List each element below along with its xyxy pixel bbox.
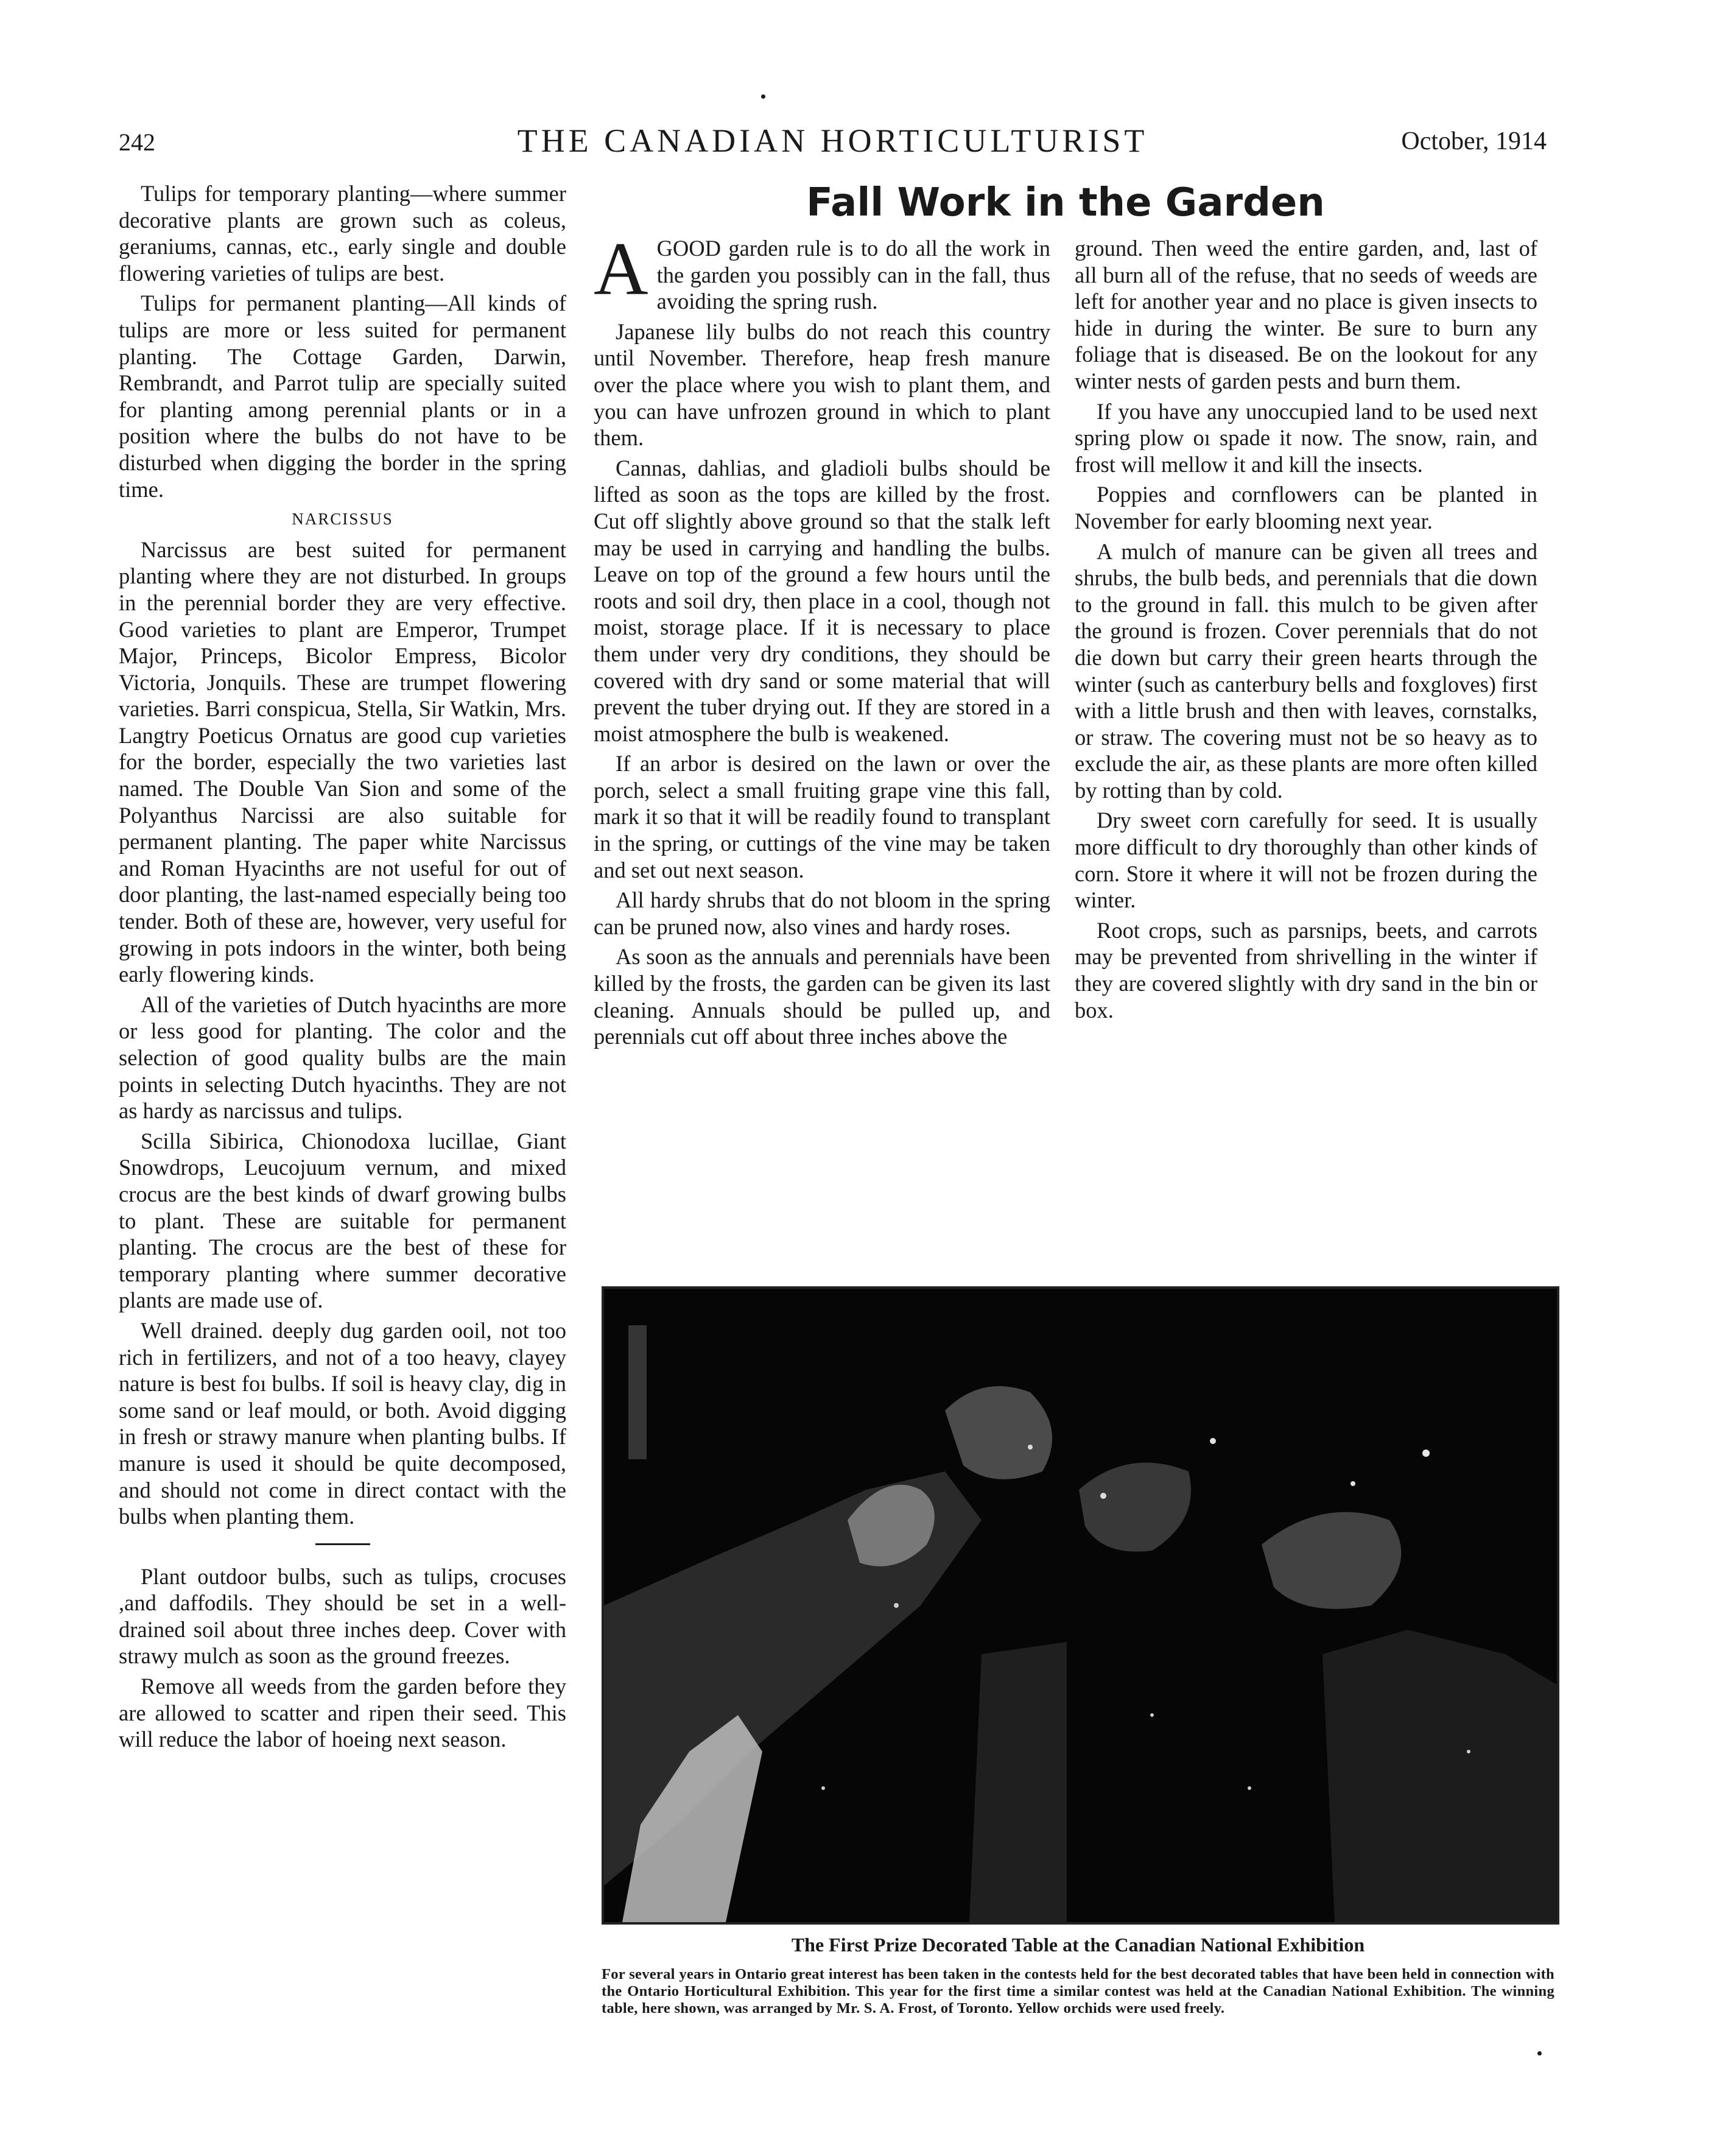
paragraph: Remove all weeds from the garden before they are allowed to scatter and ripen their seed. This will reduce the labor of hoeing next season. [119, 1674, 566, 1752]
paragraph: Cannas, dahlias, and gladioli bulbs should be lifted as soon as the tops are killed by the frost. Cut off slightly above ground so that the stalk left may be used in carrying and handling the bulbs. Leave on top of the ground a few hours until the roots and soil dry, then place in a cool, though not moist, storage place. If it is necessary to place them under very dry conditions, they should be covered with dry sand or some material that will prevent the tuber drying out. If they are stored in a moist atmosphere the bulb is weakened. [594, 455, 1050, 746]
page-header [119, 122, 1547, 171]
article-right-column [1075, 235, 1537, 1027]
paragraph: ground. Then weed the entire garden, and, last of all burn all of the refuse, that no seeds of weeds are left for another year and no place is given insects to hide in during the winter. Be sure to burn any foliage that is diseased. Be on the lookout for any winter nests of garden pests and burn them. [1075, 236, 1537, 393]
paragraph: If an arbor is desired on the lawn or over the porch, select a small fruiting grape vine this fall, mark it so that it will be readily found to transplant in the spring, or cuttings of the vine may be taken and set out next season. [594, 751, 1050, 882]
article-title: Fall Work in the Garden [806, 180, 1325, 225]
paragraph: Tulips for permanent planting—All kinds of tulips are more or less suited for permanent planting. The Cottage Garden, Darwin, Rembrandt, and Parrot tulip are specially suited for planting among perennial plants or in a position where the bulbs do not have to be disturbed when digging the border in the spring time. [119, 291, 566, 502]
paragraph: A mulch of manure can be given all trees and shrubs, the bulb beds, and perennials that die down to the ground in fall. this mulch to be given after the ground is frozen. Cover perennials that do not die down but carry their green hearts through the winter (such as canterbury bells and foxgloves) first with a little brush and then with leaves, cornstalks, or straw. The covering must not be so heavy as to exclude the air, as these plants are more often killed by rotting than by cold. [1075, 538, 1537, 803]
paragraph: Scilla Sibirica, Chionodoxa lucillae, Giant Snowdrops, Leucojuum vernum, and mixed crocus are the best kinds of dwarf growing bulbs to plant. These are suitable for permanent planting. The crocus are the best of these for temporary planting where summer decorative plants are made use of. [119, 1128, 566, 1313]
paragraph: Poppies and cornflowers can be planted in November for early blooming next year. [1075, 482, 1537, 534]
photo-caption-title: The First Prize Decorated Table at the Canadian National Exhibition [791, 1934, 1365, 1956]
paragraph: All of the varieties of Dutch hyacinths are more or less good for planting. The color and the selection of good quality bulbs are the main points in selecting Dutch hyacinths. They are not as hardy as narcissus and tulips. [119, 992, 566, 1124]
exhibition-photo [602, 1286, 1559, 1925]
lead-text: GOOD garden rule is to do all the work in the garden you possibly can in the fall, thus avoiding the spring rush. [656, 236, 1050, 314]
page-number: 242 [119, 129, 155, 156]
photo-caption-body: For several years in Ontario great interest has been taken in the contests held for the best decorated tables that have been held in connection with the Ontario Horticultural Exhibition. This year for the first time a similar contest was held at the Canadian National Exhibition. The winning table, here shown, was arranged by Mr. S. A. Frost, of Toronto. Yellow orchids were used freely. [602, 1966, 1554, 2017]
issue-date: October, 1914 [1401, 127, 1547, 155]
photo-image [604, 1289, 1557, 1922]
section-subheading: NARCISSUS [292, 510, 393, 529]
paragraph: Japanese lily bulbs do not reach this country until November. Therefore, heap fresh manure over the place where you wish to plant them, and you can have unfrozen ground in which to plant them. [594, 319, 1050, 451]
paragraph: If you have any unoccupied land to be used next spring plow oı spade it now. The snow, rain, and frost will mellow it and kill the insects. [1075, 398, 1537, 477]
print-speck [1537, 2051, 1542, 2056]
article-middle-column [594, 227, 1050, 1054]
paragraph: Root crops, such as parsnips, beets, and carrots may be prevented from shrivelling in the winter if they are covered slightly with dry sand in the bin or box. [1075, 917, 1537, 1023]
paragraph: Plant outdoor bulbs, such as tulips, crocuses ,and daffodils. They should be set in a well-drained soil about three inches deep. Cover with strawy mulch as soon as the ground freezes. [119, 1563, 566, 1669]
paragraph: Tulips for temporary planting—where summer decorative plants are grown such as coleus, geraniums, cannas, etc., early single and double flowering varieties of tulips are best. [119, 181, 566, 286]
paragraph: As soon as the annuals and perennials have been killed by the frosts, the garden can be given its last cleaning. Annuals should be pulled up, and perennials cut off about three inches above the [594, 944, 1050, 1049]
paragraph: Dry sweet corn carefully for seed. It is usually more difficult to dry thoroughly than other kinds of corn. Store it where it will not be frozen during the winter. [1075, 808, 1537, 913]
lead-paragraph [594, 227, 1050, 315]
paragraph: Well drained. deeply dug garden ooil, not too rich in fertilizers, and not of a too heavy, clayey nature is best foı bulbs. If soil is heavy clay, dig in some sand or leaf mould, or both. Avoid digging in fresh or strawy manure when planting bulbs. If manure is used it should be quite decomposed, and should not come in direct contact with the bulbs when planting them. [119, 1317, 566, 1529]
section-divider [315, 1543, 370, 1545]
paragraph: All hardy shrubs that do not bloom in the spring can be pruned now, also vines and hardy roses. [594, 887, 1050, 939]
left-column [119, 180, 566, 1756]
paragraph: Narcissus are best suited for permanent planting where they are not disturbed. In groups in the perennial border they are very effective. Good varieties to plant are Emperor, Trumpet Major, Princeps, Bicolor Empress, Bicolor Victoria, Jonquils. These are trumpet flowering varieties. Barri conspicua, Stella, Sir Watkin, Mrs. Langtry Poeticus Ornatus are good cup varieties for the border, especially the two varieties last named. The Double Van Sion and some of the Polyanthus Narcissi are also suitable for permanent planting. The paper white Narcissus and Roman Hyacinths are not useful for out of door planting, the last-named especially being too tender. Both of these are, however, very useful for growing in pots indoors in the winter, both being early flowering kinds. [119, 537, 566, 987]
drop-cap: A [594, 227, 648, 311]
masthead: THE CANADIAN HORTICULTURIST [517, 122, 1148, 159]
print-speck [761, 94, 765, 99]
